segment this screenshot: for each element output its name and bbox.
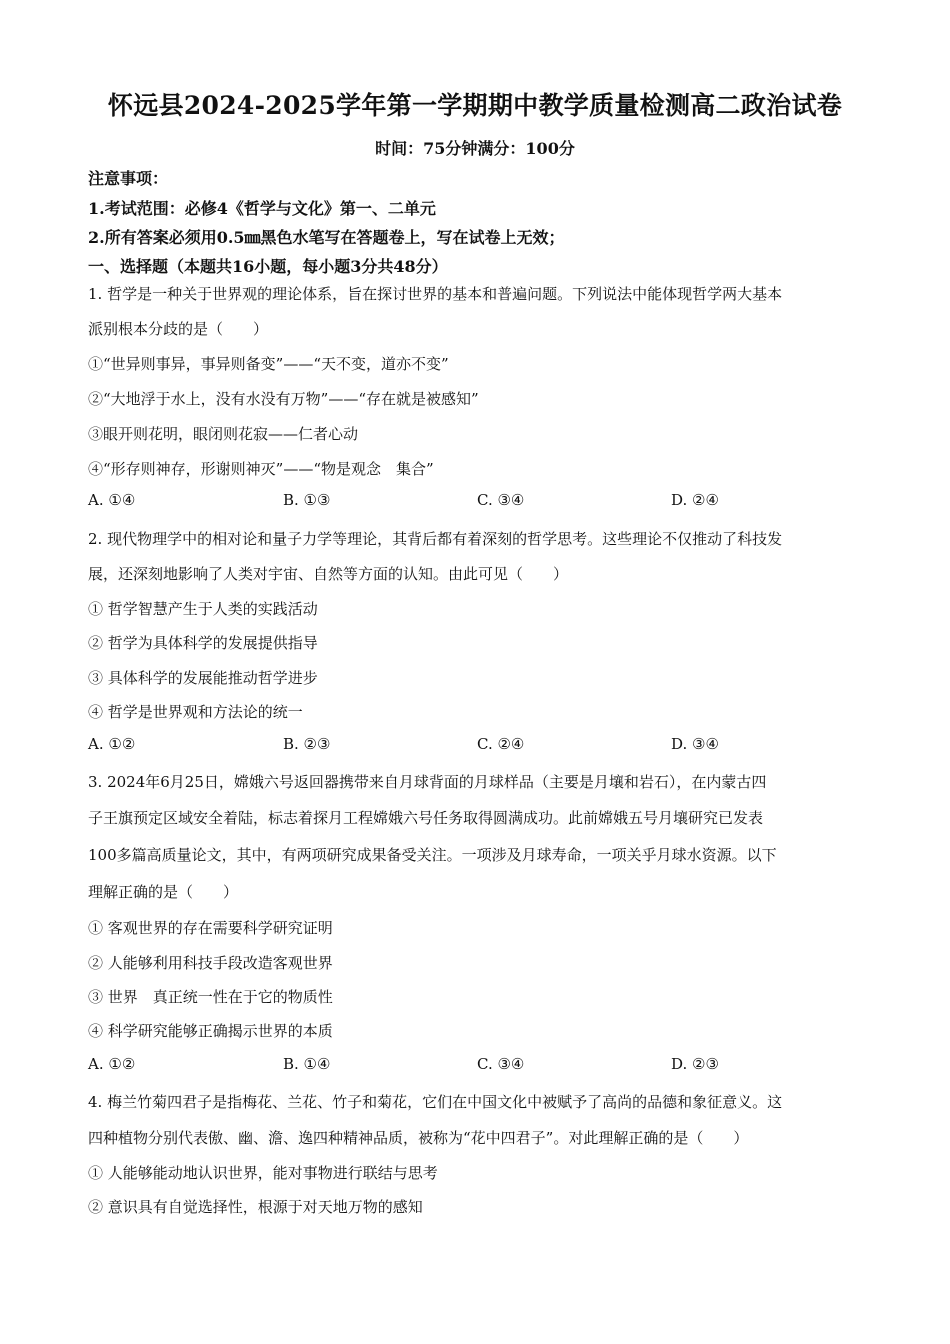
question-statement: ③ 世界 真正统一性在于它的物质性 [88,988,333,1006]
question-stem: 4. 梅兰竹菊四君子是指梅花、兰花、竹子和菊花，它们在中国文化中被赋予了高尚的品德和象征意义。这 [88,1093,783,1111]
option-b: B. ②③ [283,735,331,753]
question-statement: ②“大地浮于水上，没有水没有万物”——“存在就是被感知” [88,390,479,408]
answer-options [88,735,868,755]
section-heading: 一、选择题（本题共16小题，每小题3分共48分） [88,257,448,276]
exam-time-score: 时间：75分钟满分：100分 [375,139,575,158]
question-statement: ② 哲学为具体科学的发展提供指导 [88,634,318,652]
question-statement: ③眼开则花明，眼闭则花寂——仁者心动 [88,425,359,443]
option-a: A. ①② [88,1055,136,1073]
option-c: C. ③④ [477,491,525,509]
question-statement: ④ 哲学是世界观和方法论的统一 [88,703,303,721]
option-d: D. ②④ [671,491,719,509]
option-b: B. ①③ [283,491,331,509]
option-a: A. ①② [88,735,136,753]
option-b: B. ①④ [283,1055,331,1073]
question-stem: 子王旗预定区域安全着陆，标志着探月工程嫦娥六号任务取得圆满成功。此前嫦娥五号月壤研究已发表 [88,809,764,827]
question-statement: ① 客观世界的存在需要科学研究证明 [88,919,333,937]
question-statement: ② 人能够利用科技手段改造客观世界 [88,954,333,972]
option-d: D. ②③ [671,1055,719,1073]
question-statement: ① 哲学智慧产生于人类的实践活动 [88,600,318,618]
option-a: A. ①④ [88,491,136,509]
notes-heading: 注意事项： [88,169,169,188]
question-statement: ①“世异则事异，事异则备变”——“天不变，道亦不变” [88,355,449,373]
question-stem: 3. 2024年6月25日，嫦娥六号返回器携带来自月球背面的月球样品（主要是月壤和岩石），在内蒙古四 [88,773,767,791]
question-stem: 派别根本分歧的是（ ） [88,320,269,338]
exam-title: 怀远县2024-2025学年第一学期期中教学质量检测高二政治试卷 [107,91,843,120]
question-stem: 展，还深刻地影响了人类对宇宙、自然等方面的认知。由此可见（ ） [88,565,569,583]
answer-options [88,1055,868,1075]
question-stem: 1. 哲学是一种关于世界观的理论体系，旨在探讨世界的基本和普遍问题。下列说法中能体现哲学两大基本 [88,285,783,303]
question-statement: ② 意识具有自觉选择性，根源于对天地万物的感知 [88,1198,423,1216]
question-stem: 2. 现代物理学中的相对论和量子力学等理论，其背后都有着深刻的哲学思考。这些理论不仅推动了科技发 [88,530,783,548]
question-statement: ④ 科学研究能够正确揭示世界的本质 [88,1022,333,1040]
question-stem: 四种植物分别代表傲、幽、澹、逸四种精神品质，被称为“花中四君子”。对此理解正确的是（ ） [88,1129,749,1147]
question-statement: ④“形存则神存，形谢则神灭”——“物是观念 集合” [88,460,434,478]
note-item: 1.考试范围：必修4《哲学与文化》第一、二单元 [88,199,436,218]
question-statement: ③ 具体科学的发展能推动哲学进步 [88,669,318,687]
answer-options [88,491,868,511]
note-item: 2.所有答案必须用0.5㎜黑色水笔写在答题卷上，写在试卷上无效； [88,228,565,247]
question-statement: ① 人能够能动地认识世界，能对事物进行联结与思考 [88,1164,438,1182]
option-c: C. ②④ [477,735,525,753]
option-d: D. ③④ [671,735,719,753]
question-stem: 理解正确的是（ ） [88,883,239,901]
question-stem: 100多篇高质量论文，其中，有两项研究成果备受关注。一项涉及月球寿命，一项关乎月球水资源。以下 [88,846,777,864]
option-c: C. ③④ [477,1055,525,1073]
